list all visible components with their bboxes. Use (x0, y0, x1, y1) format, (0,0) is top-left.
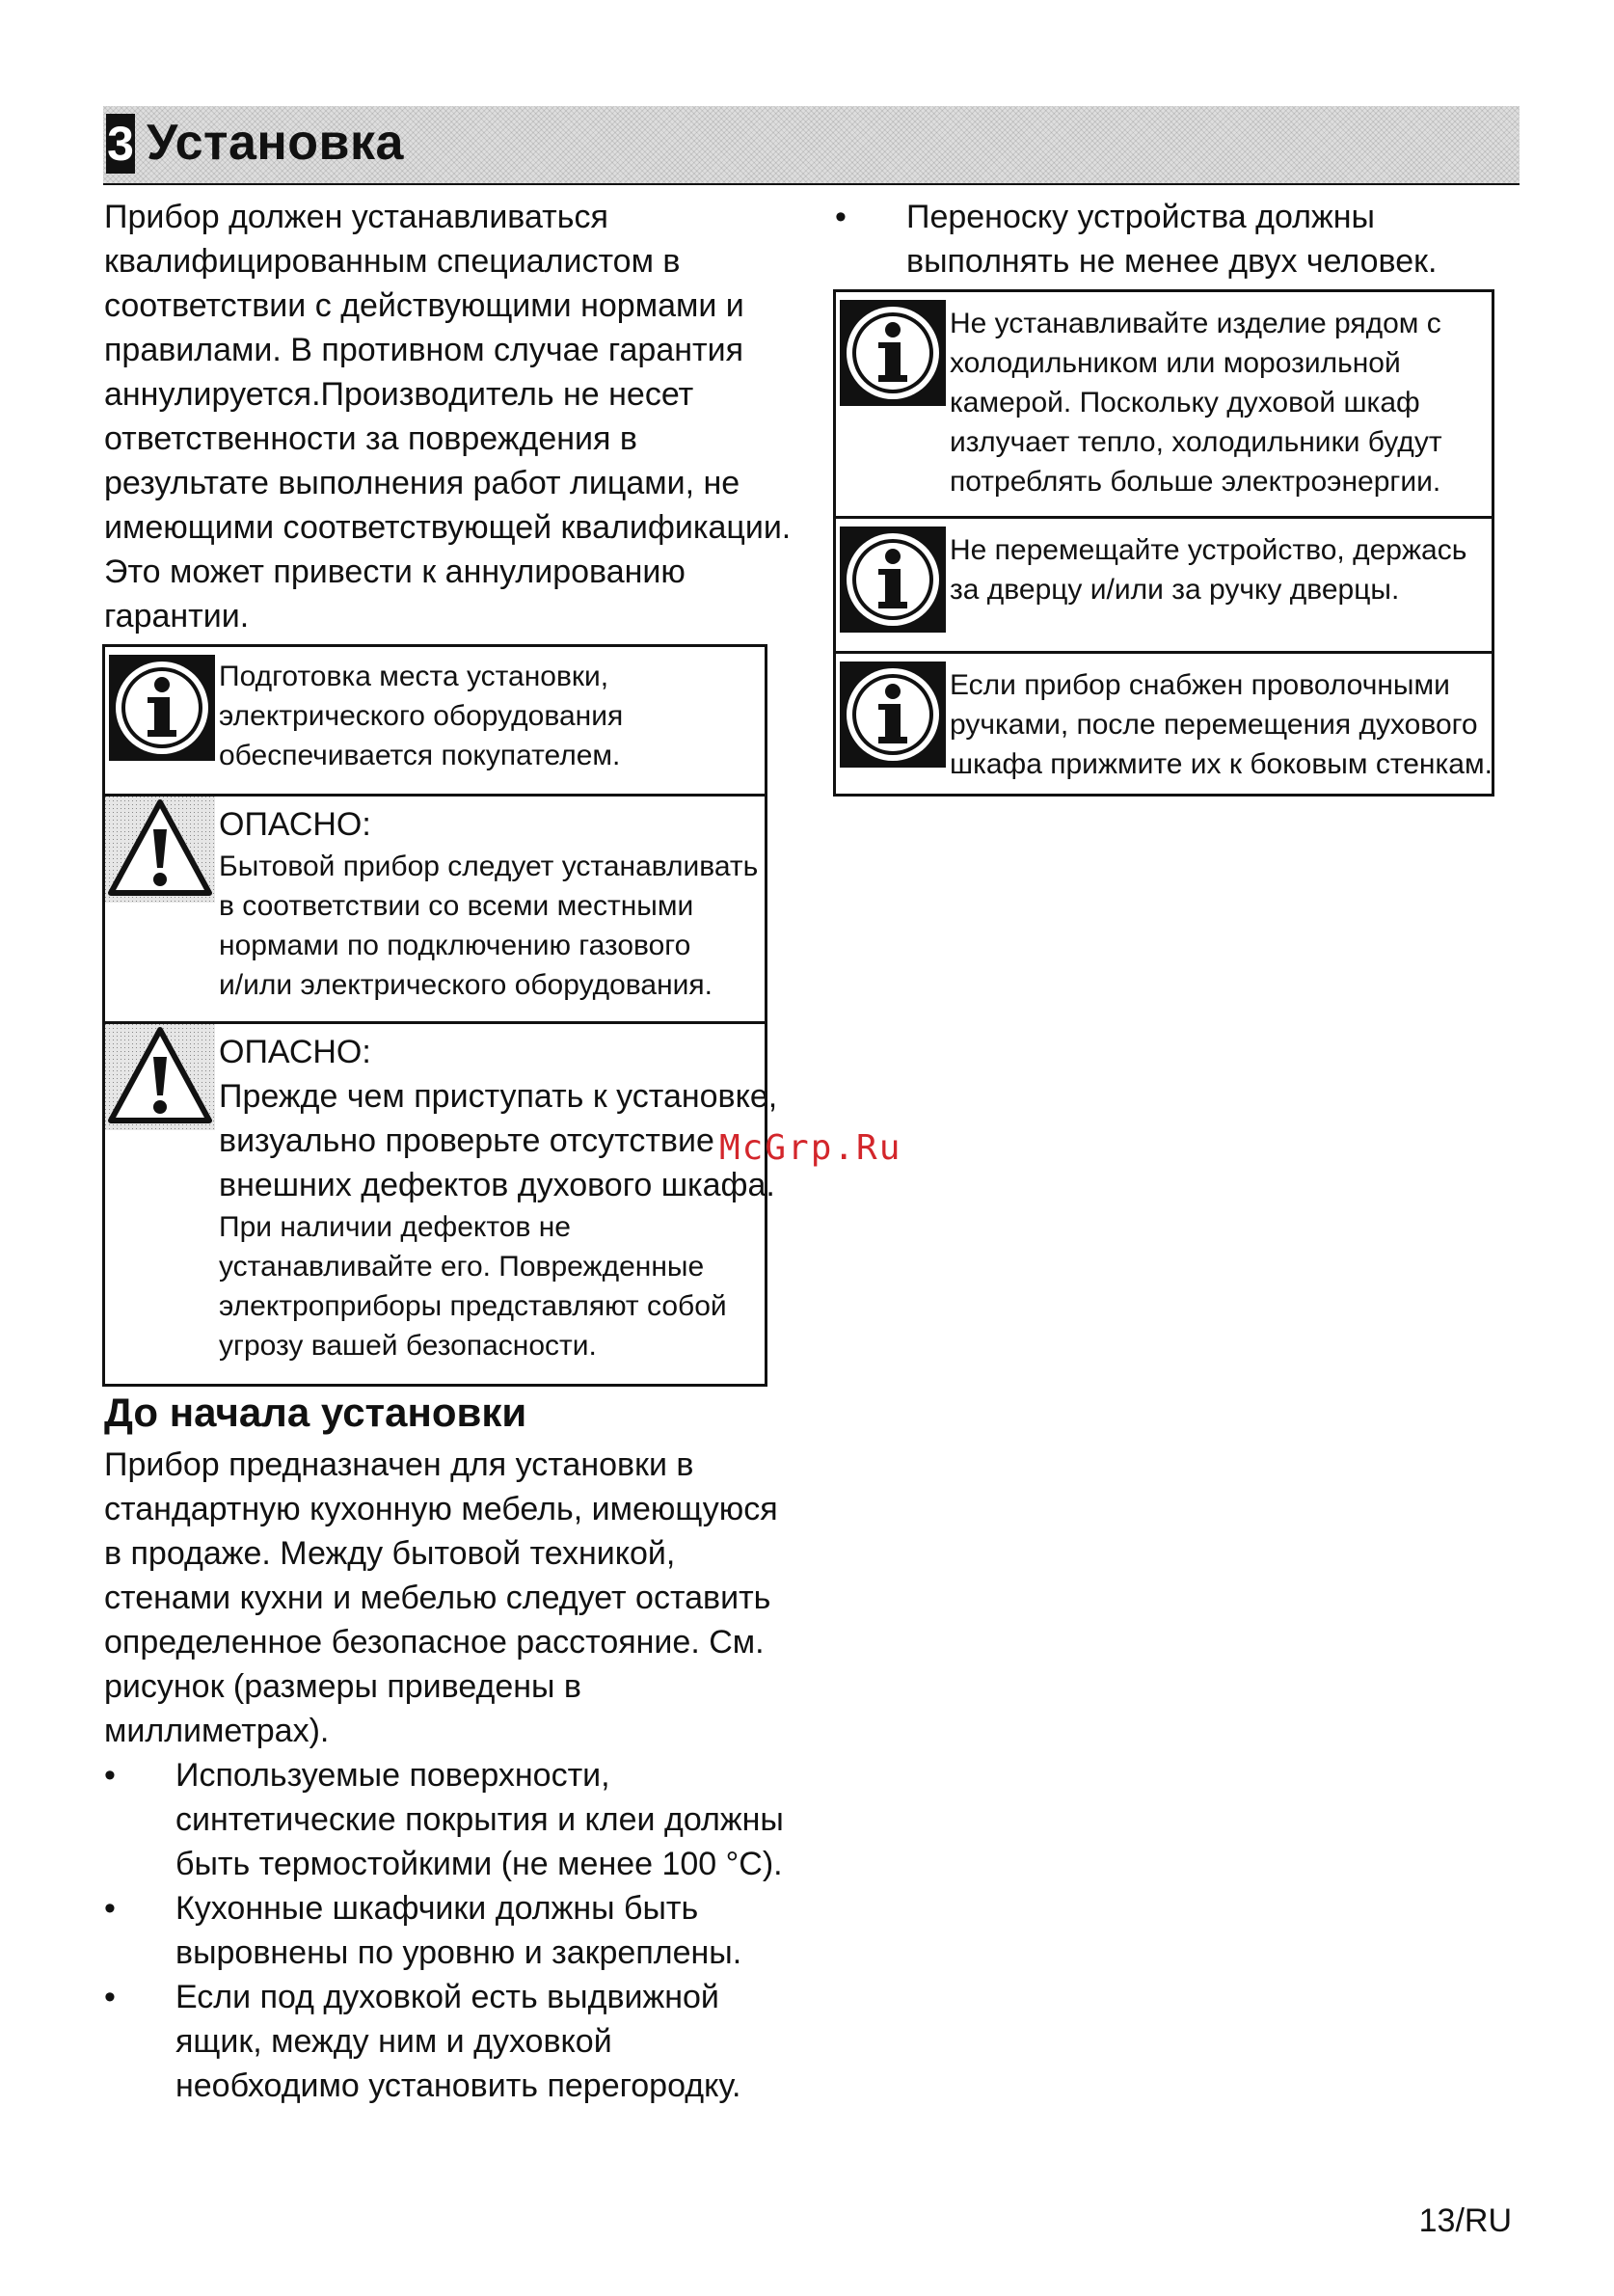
warning-note-2-text (219, 1030, 778, 1365)
info-note (105, 647, 765, 794)
note-line: внешних дефектов духового шкафа. (219, 1167, 775, 1203)
chapter-number: 3 (106, 114, 135, 174)
info-note (836, 651, 1492, 797)
note-line: электрического оборудования (219, 700, 624, 732)
warning-note-2 (105, 1021, 778, 1387)
info-note-text (950, 530, 1484, 609)
bullet-line: Если под духовкой есть выдвижной (175, 1979, 719, 2015)
bullet-dot: • (835, 199, 847, 235)
info-note-text (219, 657, 757, 775)
warning-title: ОПАСНО: (219, 806, 371, 843)
note-line: ручками, после перемещения духового (950, 709, 1478, 741)
warning-icon (105, 797, 215, 903)
intro-line: соответствии с действующими нормами и (104, 287, 744, 324)
before-install-paragraph (104, 1443, 778, 1753)
paragraph-line: миллиметрах). (104, 1713, 330, 1749)
note-line: При наличии дефектов не (219, 1211, 571, 1243)
note-line: потреблять больше электроэнергии. (950, 466, 1441, 498)
note-line: Не устанавливайте изделие рядом с (950, 308, 1441, 339)
section-heading: До начала установки (104, 1390, 527, 1435)
info-icon (840, 527, 946, 633)
note-line: Подготовка места установки, (219, 661, 609, 692)
intro-line: имеющими соответствующей квалификации. (104, 509, 792, 546)
note-line: визуально проверьте отсутствие (219, 1122, 714, 1159)
bullet-line: ящик, между ним и духовкой (175, 2023, 612, 2060)
info-icon (840, 662, 946, 768)
intro-line: аннулируется.Производитель не несет (104, 376, 694, 413)
note-line: холодильником или морозильной (950, 347, 1401, 379)
info-note (836, 292, 1492, 516)
note-line: за дверцу и/или за ручку дверцы. (950, 574, 1400, 606)
right-notes-box (833, 289, 1494, 797)
bullet-line: синтетические покрытия и клеи должны (175, 1801, 784, 1838)
note-line: устанавливайте его. Поврежденные (219, 1251, 705, 1283)
note-line: Прежде чем приступать к установке, (219, 1078, 778, 1115)
bullet-line: выровнены по уровню и закреплены. (175, 1934, 742, 1971)
bullet-line: Используемые поверхности, (175, 1757, 610, 1794)
note-line: нормами по подключению газового (219, 930, 691, 961)
info-icon (840, 300, 946, 406)
chapter-title: Установка (147, 115, 404, 171)
intro-line: Прибор должен устанавливаться (104, 199, 608, 235)
note-line: обеспечивается покупателем. (219, 740, 621, 771)
intro-paragraph (104, 195, 791, 638)
info-icon (109, 655, 215, 761)
intro-line: ответственности за повреждения в (104, 420, 637, 457)
info-note (836, 516, 1492, 654)
info-note-text (950, 304, 1484, 501)
intro-line: Это может привести к аннулированию (104, 554, 686, 590)
paragraph-line: Прибор предназначен для установки в (104, 1446, 694, 1483)
note-line: и/или электрического оборудования. (219, 969, 713, 1001)
intro-line: результате выполнения работ лицами, не (104, 465, 740, 501)
note-line: шкафа прижмите их к боковым стенкам. (950, 748, 1493, 780)
note-line: электроприборы представляют собой (219, 1290, 727, 1322)
note-line: Бытовой прибор следует устанавливать (219, 851, 759, 882)
warning-title: ОПАСНО: (219, 1034, 371, 1070)
warning-note-1 (105, 794, 765, 1024)
note-line: камерой. Поскольку духовой шкаф (950, 387, 1420, 419)
bullet-line: Переноску устройства должны (906, 199, 1375, 235)
paragraph-line: определенное безопасное расстояние. См. (104, 1624, 765, 1661)
paragraph-line: рисунок (размеры приведены в (104, 1668, 581, 1705)
watermark: McGrp.Ru (719, 1128, 902, 1168)
intro-line: правилами. В противном случае гарантия (104, 332, 743, 368)
note-line: Если прибор снабжен проволочными (950, 669, 1450, 701)
page-number: 13/RU (1418, 2202, 1512, 2239)
intro-line: гарантии. (104, 598, 250, 635)
paragraph-line: в продаже. Между бытовой техникой, (104, 1535, 676, 1572)
note-line: в соответствии со всеми местными (219, 890, 694, 922)
note-line: Не перемещайте устройство, держась (950, 534, 1467, 566)
bullet-dot: • (104, 1979, 116, 2015)
bullet-dot: • (104, 1757, 116, 1794)
note-line: излучает тепло, холодильники будут (950, 426, 1442, 458)
bullet-line: выполнять не менее двух человек. (906, 243, 1438, 280)
paragraph-line: стандартную кухонную мебель, имеющуюся (104, 1491, 778, 1527)
bullet-line: быть термостойкими (не менее 100 °C). (175, 1846, 783, 1882)
intro-line: квалифицированным специалистом в (104, 243, 681, 280)
bullet-dot: • (104, 1890, 116, 1927)
bullet-line: Кухонные шкафчики должны быть (175, 1890, 699, 1927)
warning-note-1-text (219, 802, 757, 1005)
warning-icon (105, 1024, 215, 1130)
left-notes-box (102, 644, 778, 1387)
note-line: угрозу вашей безопасности. (219, 1330, 597, 1362)
bullet-line: необходимо установить перегородку. (175, 2067, 741, 2104)
paragraph-line: стенами кухни и мебелью следует оставить (104, 1580, 771, 1616)
info-note-text (950, 665, 1493, 784)
